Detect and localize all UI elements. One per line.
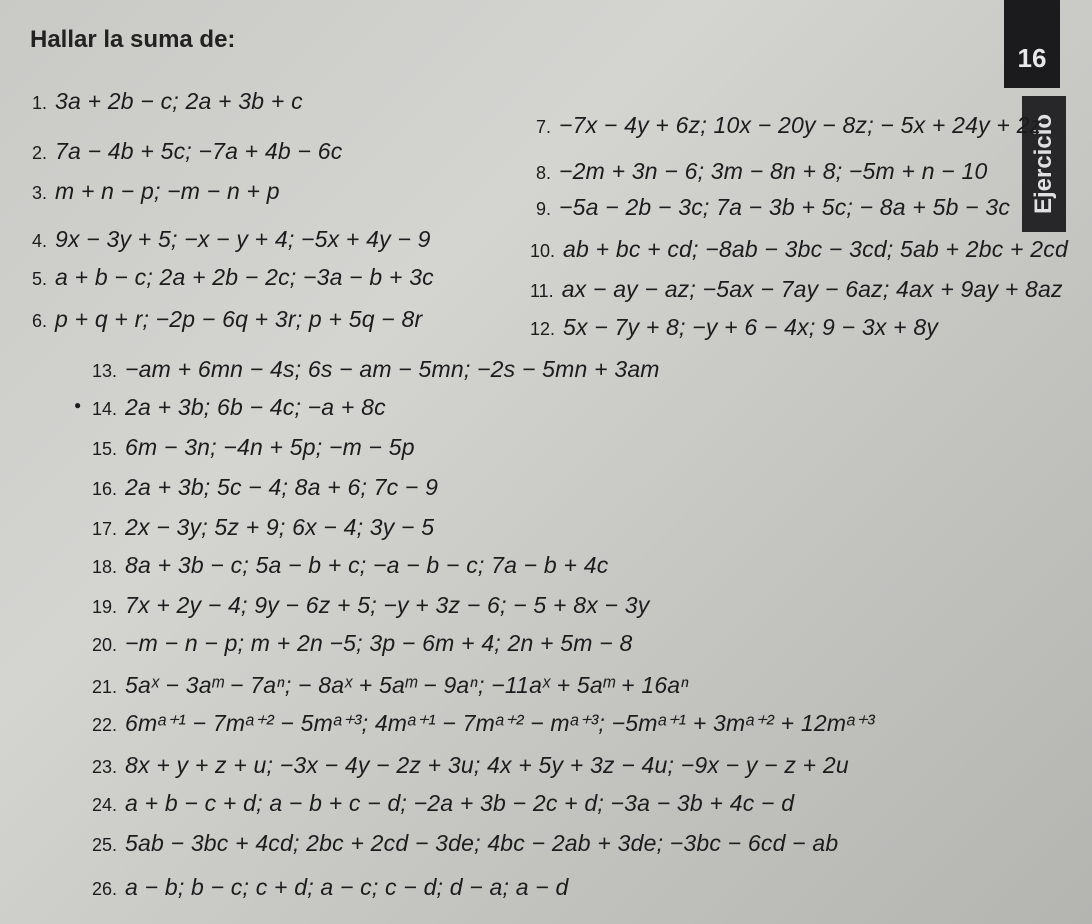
exercise-number: 19.	[92, 597, 118, 617]
exercise-item	[92, 710, 875, 737]
exercise-expression: 8a + 3b − c; 5a − b + c; −a − b − c; 7a − b + 4c	[125, 552, 609, 578]
exercise-item	[92, 592, 649, 619]
exercise-expression: −7x − 4y + 6z; 10x − 20y − 8z; − 5x + 24y + 2z	[559, 112, 1042, 138]
exercise-item	[530, 314, 938, 341]
exercise-number: 24.	[92, 795, 118, 815]
exercise-item	[92, 790, 794, 817]
exercise-expression: 2a + 3b; 6b − 4c; −a + 8c	[125, 394, 386, 420]
exercise-number: 16.	[92, 479, 118, 499]
exercise-expression: p + q + r; −2p − 6q + 3r; p + 5q − 8r	[55, 306, 423, 332]
exercise-expression: 2x − 3y; 5z + 9; 6x − 4; 3y − 5	[125, 514, 435, 540]
exercise-expression: ab + bc + cd; −8ab − 3bc − 3cd; 5ab + 2bc + 2cd	[563, 236, 1068, 262]
exercise-item	[92, 830, 838, 857]
exercise-item	[32, 226, 431, 253]
exercise-expression: −5a − 2b − 3c; 7a − 3b + 5c; − 8a + 5b − 3c	[559, 194, 1011, 220]
exercise-item	[92, 752, 849, 779]
exercise-item	[536, 112, 1041, 139]
exercise-number: 10.	[530, 241, 556, 261]
exercise-number: 12.	[530, 319, 556, 339]
exercise-number: 6.	[32, 311, 48, 331]
exercise-item	[92, 434, 415, 461]
page-title: Hallar la suma de:	[30, 26, 236, 53]
exercise-number: 25.	[92, 835, 118, 855]
exercise-item	[92, 874, 569, 901]
exercise-expression: 3a + 2b − c; 2a + 3b + c	[55, 88, 303, 114]
exercise-item	[92, 356, 660, 383]
exercise-expression: 7a − 4b + 5c; −7a + 4b − 6c	[55, 138, 343, 164]
exercise-expression: 5x − 7y + 8; −y + 6 − 4x; 9 − 3x + 8y	[563, 314, 939, 340]
exercise-item	[32, 138, 342, 165]
exercise-number: 5.	[32, 269, 48, 289]
exercise-expression: −m − n − p; m + 2n −5; 3p − 6m + 4; 2n + 5m − 8	[125, 630, 633, 656]
exercise-expression: m + n − p; −m − n + p	[55, 178, 280, 204]
exercise-item	[92, 630, 632, 657]
exercise-item	[32, 306, 422, 333]
exercise-number: 17.	[92, 519, 118, 539]
exercise-number: 2.	[32, 143, 48, 163]
exercise-number: 21.	[92, 677, 118, 697]
exercise-expression: a + b − c + d; a − b + c − d; −2a + 3b − 2c + d; −3a − 3b + 4c − d	[125, 790, 795, 816]
exercise-item	[92, 474, 438, 501]
exercise-number: 8.	[536, 163, 552, 183]
exercise-item	[92, 514, 434, 541]
exercise-number: 23.	[92, 757, 118, 777]
bullet-mark: ●	[74, 398, 82, 412]
exercise-number: 4.	[32, 231, 48, 251]
exercise-expression: 2a + 3b; 5c − 4; 8a + 6; 7c − 9	[125, 474, 439, 500]
exercise-number: 13.	[92, 361, 118, 381]
exercise-expression: a − b; b − c; c + d; a − c; c − d; d − a; a − d	[125, 874, 569, 900]
exercise-number: 18.	[92, 557, 118, 577]
exercise-number: 22.	[92, 715, 118, 735]
page-number-badge: 16	[1004, 0, 1060, 88]
exercise-item	[32, 178, 280, 205]
exercise-expression: ax − ay − az; −5ax − 7ay − 6az; 4ax + 9ay + 8az	[561, 276, 1063, 302]
exercise-number: 15.	[92, 439, 118, 459]
exercise-item	[536, 194, 1010, 221]
exercise-expression: −am + 6mn − 4s; 6s − am − 5mn; −2s − 5mn + 3am	[125, 356, 660, 382]
exercise-item	[92, 552, 608, 579]
exercise-item	[530, 236, 1068, 263]
exercise-expression: 5aˣ − 3aᵐ − 7aⁿ; − 8aˣ + 5aᵐ − 9aⁿ; −11aˣ + 5aᵐ + 16aⁿ	[125, 672, 689, 698]
exercise-item	[92, 394, 386, 421]
exercise-number: 26.	[92, 879, 118, 899]
exercise-expression: 6mᵃ⁺¹ − 7mᵃ⁺² − 5mᵃ⁺³; 4mᵃ⁺¹ − 7mᵃ⁺² − mᵃ⁺³; −5mᵃ⁺¹ + 3mᵃ⁺² + 12mᵃ⁺³	[125, 710, 875, 736]
exercise-expression: 7x + 2y − 4; 9y − 6z + 5; −y + 3z − 6; − 5 + 8x − 3y	[125, 592, 650, 618]
exercise-expression: 6m − 3n; −4n + 5p; −m − 5p	[125, 434, 415, 460]
exercise-number: 14.	[92, 399, 118, 419]
exercise-expression: a + b − c; 2a + 2b − 2c; −3a − b + 3c	[55, 264, 434, 290]
side-tab-label: Ejercicio	[1030, 113, 1057, 215]
exercise-number: 1.	[32, 93, 48, 113]
exercise-number: 20.	[92, 635, 118, 655]
exercise-number: 3.	[32, 183, 48, 203]
exercise-expression: 9x − 3y + 5; −x − y + 4; −5x + 4y − 9	[55, 226, 431, 252]
exercise-item	[92, 672, 689, 699]
exercise-number: 9.	[536, 199, 552, 219]
exercise-expression: 5ab − 3bc + 4cd; 2bc + 2cd − 3de; 4bc − 2ab + 3de; −3bc − 6cd − ab	[125, 830, 839, 856]
exercise-item	[536, 158, 988, 185]
exercise-number: 11.	[530, 281, 554, 301]
exercise-expression: −2m + 3n − 6; 3m − 8n + 8; −5m + n − 10	[559, 158, 988, 184]
exercise-item	[32, 88, 303, 115]
exercise-item	[32, 264, 434, 291]
exercise-item	[530, 276, 1063, 303]
exercise-number: 7.	[536, 117, 552, 137]
exercise-expression: 8x + y + z + u; −3x − 4y − 2z + 3u; 4x + 5y + 3z − 4u; −9x − y − z + 2u	[125, 752, 849, 778]
